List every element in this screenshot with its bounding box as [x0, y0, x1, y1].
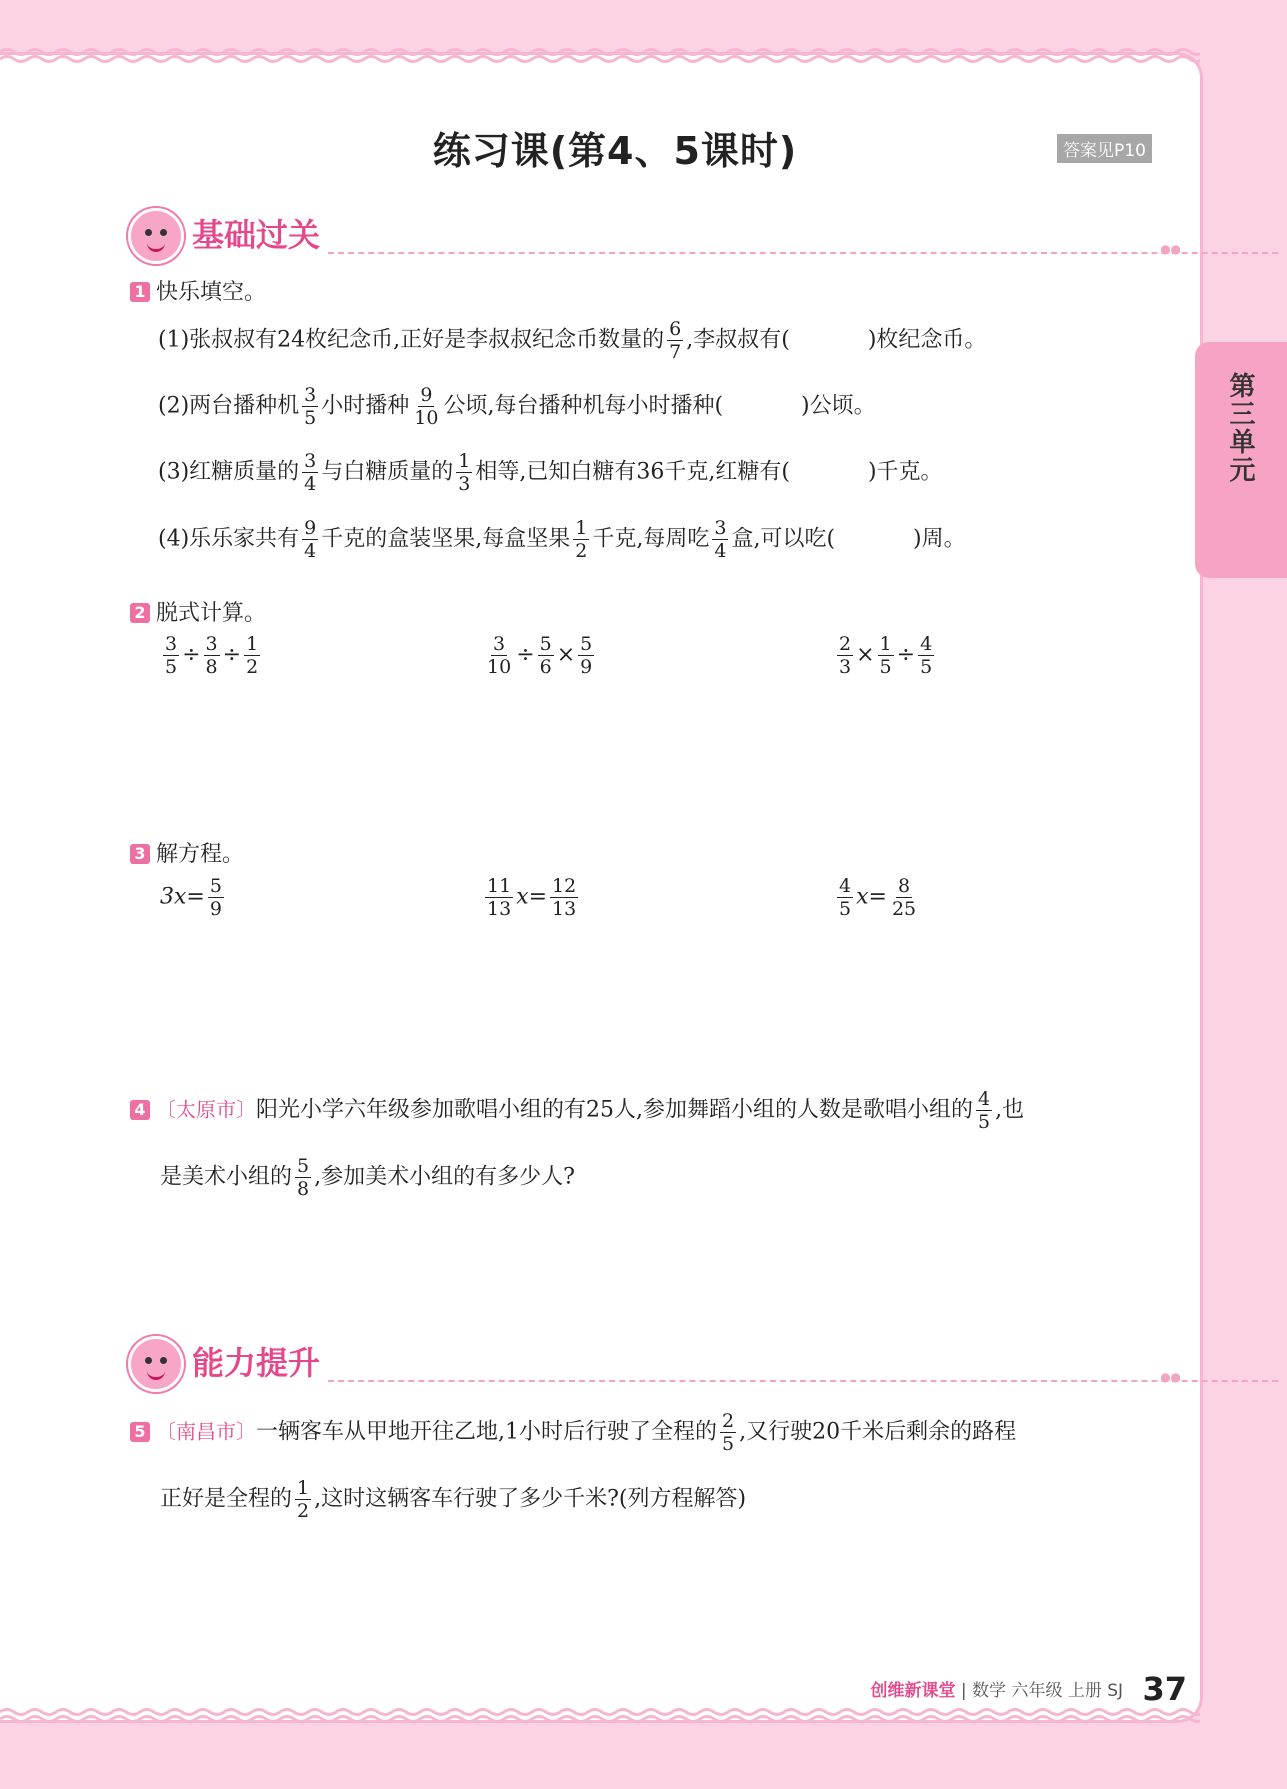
wavy-border-top [0, 46, 1200, 66]
q4-line-1: 4 〔太原市〕阳光小学六年级参加歌唱小组的有25人,参加舞蹈小组的人数是歌唱小组的 $\frac{4}{5}$ ,也 [130, 1088, 1024, 1133]
fraction: $\frac{4}{5}$ [978, 1088, 991, 1133]
q1-title: 快乐填空。 [156, 280, 267, 305]
q4-number: 4 [130, 1100, 150, 1120]
q5-source: 〔南昌市〕 [156, 1419, 256, 1444]
fraction: $\frac{1}{3}$ [458, 450, 471, 495]
q1-item-2: (2)两台播种机 $\frac{3}{5}$ 小时播种 $\frac{9}{10}$ 公顷,每台播种机每小时播种( )公顷。 [158, 384, 876, 429]
q1-item-1: (1)张叔叔有24枚纪念币,正好是李叔叔纪念币数量的 $\frac{6}{7}$ ,李叔叔有( )枚纪念币。 [158, 318, 987, 363]
q3-number: 3 [130, 844, 150, 864]
q2-number: 2 [130, 603, 150, 623]
q4-line-2: 是美术小组的 $\frac{5}{8}$ ,参加美术小组的有多少人? [160, 1155, 575, 1200]
page-footer [871, 1670, 1188, 1708]
fraction: $\frac{3}{5}$ [304, 384, 317, 429]
page-title: 练习课(第4、5课时) [432, 129, 798, 173]
mascot-icon [128, 1336, 184, 1392]
section-basic-title: 基础过关 [192, 216, 321, 254]
fraction: $\frac{3}{4}$ [304, 450, 317, 495]
page-number: 37 [1142, 1670, 1187, 1708]
q1-number: 1 [130, 282, 150, 302]
section-advanced-title: 能力提升 [192, 1344, 321, 1382]
footer-info: | 数学 六年级 上册 SJ [960, 1681, 1124, 1701]
dots-icon: ● ● [1160, 1370, 1179, 1384]
fraction: $\frac{5}{8}$ [297, 1155, 310, 1200]
fraction: $\frac{2}{5}$ [722, 1410, 735, 1455]
answer-reference-badge: 答案见P10 [1057, 134, 1152, 163]
q3-equation-2: $\frac{11}{13}$ x= $\frac{12}{13}$ [487, 875, 577, 920]
q3-equation-3: $\frac{4}{5}$ x= $\frac{8}{25}$ [839, 875, 917, 920]
fraction: $\frac{9}{4}$ [304, 517, 317, 562]
mascot-icon [128, 208, 184, 264]
q5-number: 5 [130, 1422, 150, 1442]
dots-icon: ● ● [1160, 242, 1179, 256]
q1-item-4: (4)乐乐家共有 $\frac{9}{4}$ 千克的盒装坚果,每盒坚果 $\frac{1}{2}$ 千克,每周吃 $\frac{3}{4}$ 盒,可以吃( )周。 [158, 517, 966, 562]
fraction: $\frac{9}{10}$ [414, 384, 439, 429]
q5-line-2: 正好是全程的 $\frac{1}{2}$ ,这时这辆客车行驶了多少千米?(列方程解答) [160, 1477, 747, 1522]
fraction: $\frac{6}{7}$ [669, 318, 682, 363]
fraction: $\frac{1}{2}$ [575, 517, 588, 562]
section-advanced-header [128, 1336, 1179, 1386]
q5-line-1: 5 〔南昌市〕一辆客车从甲地开往乙地,1小时后行驶了全程的 $\frac{2}{5}$ ,又行驶20千米后剩余的路程 [130, 1410, 1016, 1455]
unit-side-tab [1195, 342, 1287, 578]
q4-source: 〔太原市〕 [156, 1097, 256, 1122]
q2-header [130, 596, 266, 627]
q2-title: 脱式计算。 [156, 601, 267, 626]
q2-expression-1: $\frac{3}{5}$ ÷ $\frac{3}{8}$ ÷ $\frac{1}{2}$ [165, 633, 259, 678]
q1-header [130, 275, 266, 306]
fraction: $\frac{1}{2}$ [297, 1477, 310, 1522]
q2-expression-2: $\frac{3}{10}$ ÷ $\frac{5}{6}$ × $\frac{5}{9}$ [487, 633, 593, 678]
q3-equation-1: 3x= $\frac{5}{9}$ [160, 875, 222, 920]
q3-header [130, 837, 244, 868]
q1-item-3: (3)红糖质量的 $\frac{3}{4}$ 与白糖质量的 $\frac{1}{3}$ 相等,已知白糖有36千克,红糖有( )千克。 [158, 450, 943, 495]
footer-brand: 创维新课堂 [870, 1681, 956, 1701]
q2-expression-3: $\frac{2}{3}$ × $\frac{1}{5}$ ÷ $\frac{4}{5}$ [839, 633, 933, 678]
fraction: $\frac{3}{4}$ [714, 517, 727, 562]
wavy-border-bottom [0, 1706, 1200, 1726]
section-basic-header [128, 208, 1179, 258]
unit-side-tab-label: 第三单元 [1225, 372, 1255, 484]
q3-title: 解方程。 [156, 842, 245, 867]
